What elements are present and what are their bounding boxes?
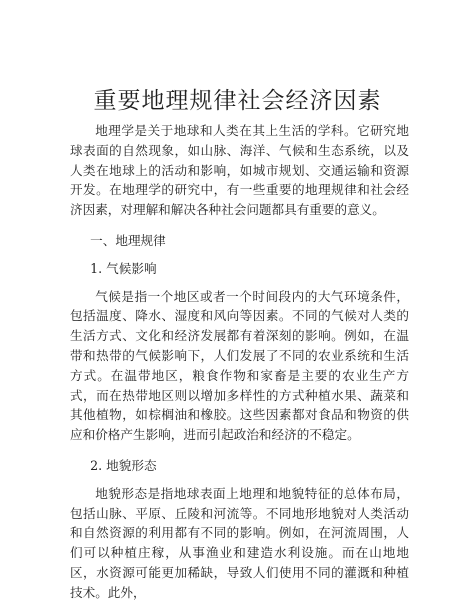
- document-body: [70, 121, 409, 603]
- climate-paragraph: 气候是指一个地区或者一个时间段内的大气环境条件，包括温度、降水、湿度和风向等因素。不同的气候对人类的生活方式、文化和经济发展都有着深刻的影响。例如，在温带和热带的气候影响下，人们发展了不同的农业系统和生活方式。在温带地区，粮食作物和家畜是主要的农业生产方式，而在热带地区则以增加多样性的方式种植水果、蔬菜和其他植物，如棕榈油和橡胶。这些因素都对食品和物资的供应和价格产生影响，进而引起政治和经济的不稳定。: [70, 288, 409, 443]
- subsection-heading-climate: 1. 气候影响: [90, 260, 157, 276]
- page-title: 重要地理规律社会经济因素: [93, 88, 382, 114]
- subsection-heading-landform: 2. 地貌形态: [90, 457, 157, 473]
- section-heading: 一、地理规律: [90, 232, 166, 248]
- landform-paragraph: 地貌形态是指地球表面上地理和地貌特征的总体布局，包括山脉、平原、丘陵和河流等。不同地形地貌对人类活动和自然资源的利用都有不同的影响。例如，在河流周围，人们可以种植庄稼，从事渔业和建造水利设施。而在山地地区，水资源可能更加稀缺，导致人们使用不同的灌溉和种植技术。此外，: [70, 485, 409, 600]
- intro-paragraph: 地理学是关于地球和人类在其上生活的学科。它研究地球表面的自然现象，如山脉、海洋、气候和生态系统，以及人类在地球上的活动和影响，如城市规划、交通运输和资源开发。在地理学的研究中，有一些重要的地理规律和社会经济因素，对理解和解决各种社会问题都具有重要的意义。: [70, 123, 409, 218]
